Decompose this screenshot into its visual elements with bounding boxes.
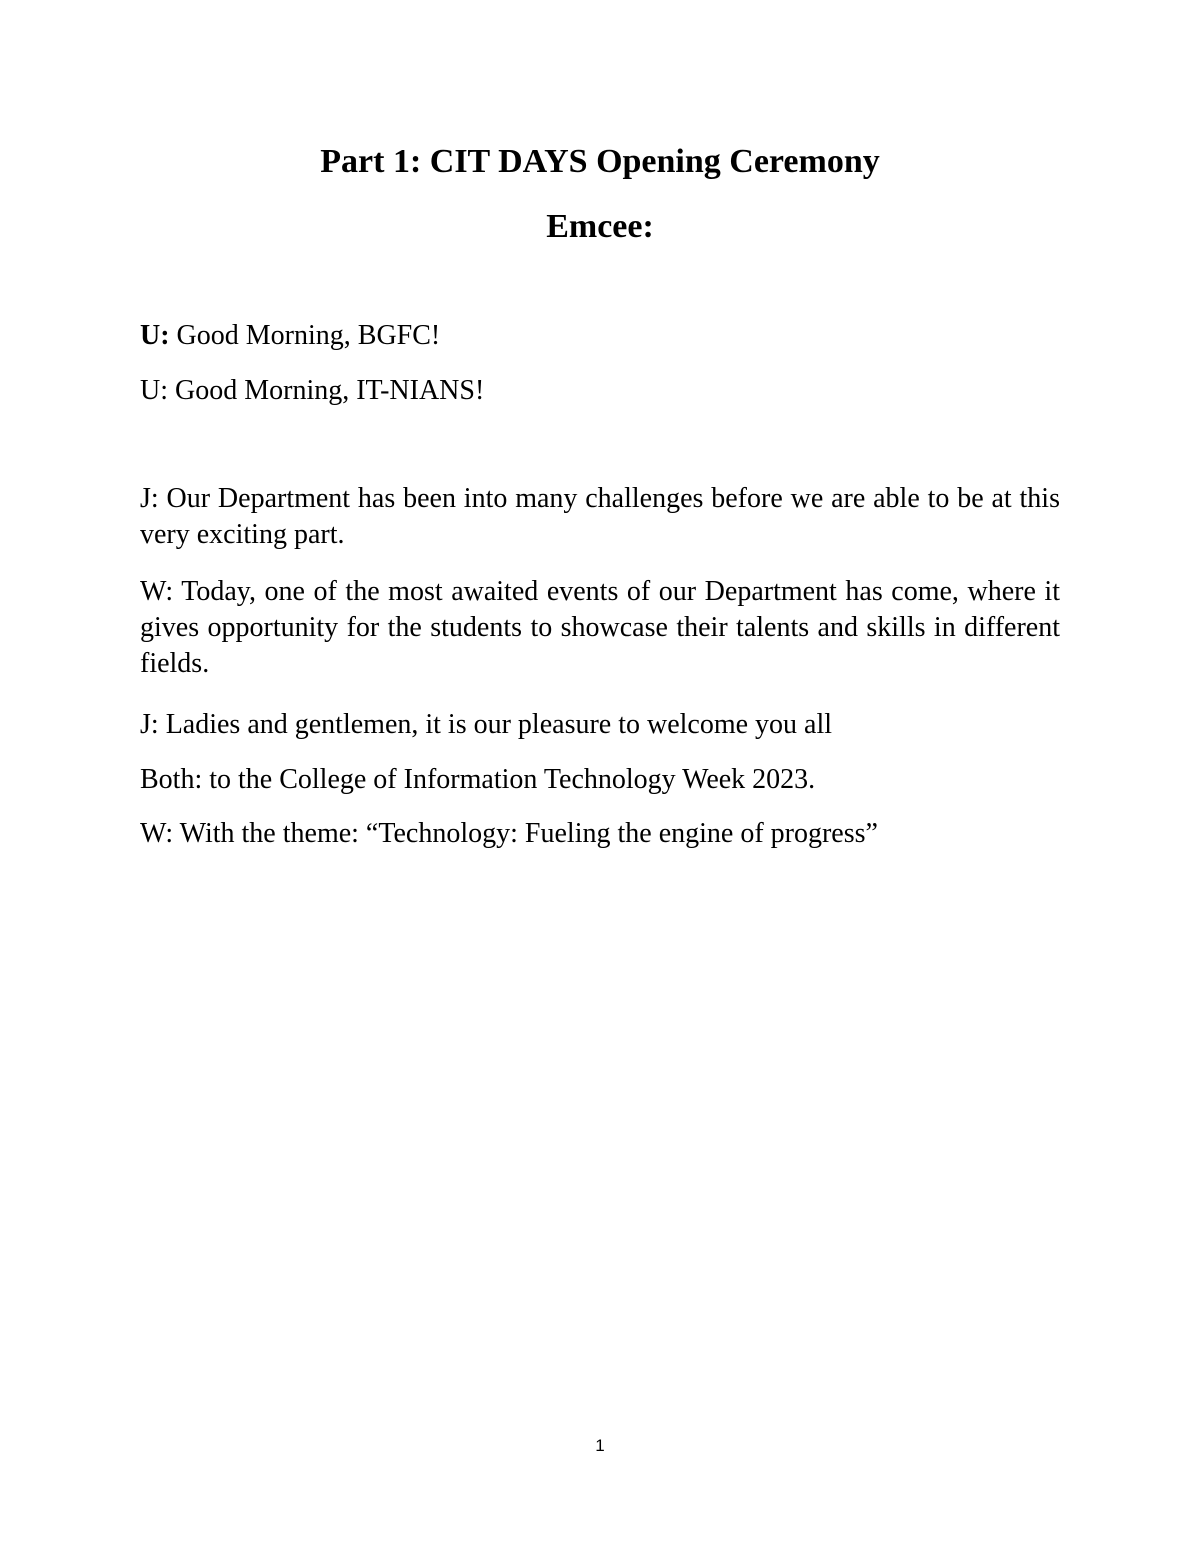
- dialogue-line: [140, 815, 1065, 852]
- dialogue-text: to the College of Information Technology Week 2023.: [202, 764, 816, 795]
- document-title: Part 1: CIT DAYS Opening Ceremony: [320, 143, 880, 180]
- dialogue-text: Today, one of the most awaited events of our Department has come, where it gives opportunity for the students to showcase their talents and skills in different fields.: [140, 576, 1060, 679]
- dialogue-line: [140, 372, 1065, 409]
- speaker-label: U:: [140, 320, 170, 351]
- dialogue-text: Good Morning, BGFC!: [169, 320, 441, 351]
- dialogue-text: Good Morning, IT-NIANS!: [168, 375, 485, 406]
- dialogue-text: Ladies and gentlemen, it is our pleasure to welcome you all: [158, 709, 833, 740]
- document-subtitle: Emcee:: [546, 208, 654, 245]
- speaker-label: W:: [140, 818, 174, 849]
- speaker-label: J:: [140, 709, 159, 740]
- speaker-label: Both:: [140, 764, 203, 795]
- dialogue-line: [140, 317, 1065, 354]
- dialogue-paragraph: [140, 481, 1060, 553]
- dialogue-line: [140, 706, 1065, 743]
- dialogue-line: [140, 761, 1065, 798]
- dialogue-text: With the theme: “Technology: Fueling the engine of progress”: [173, 818, 878, 849]
- dialogue-paragraph: [140, 574, 1060, 682]
- speaker-label: U:: [140, 375, 168, 406]
- dialogue-text: Our Department has been into many challenges before we are able to be at this very exciting part.: [140, 483, 1060, 550]
- speaker-label: W:: [140, 576, 174, 607]
- page-number: 1: [595, 1436, 605, 1455]
- speaker-label: J:: [140, 483, 159, 514]
